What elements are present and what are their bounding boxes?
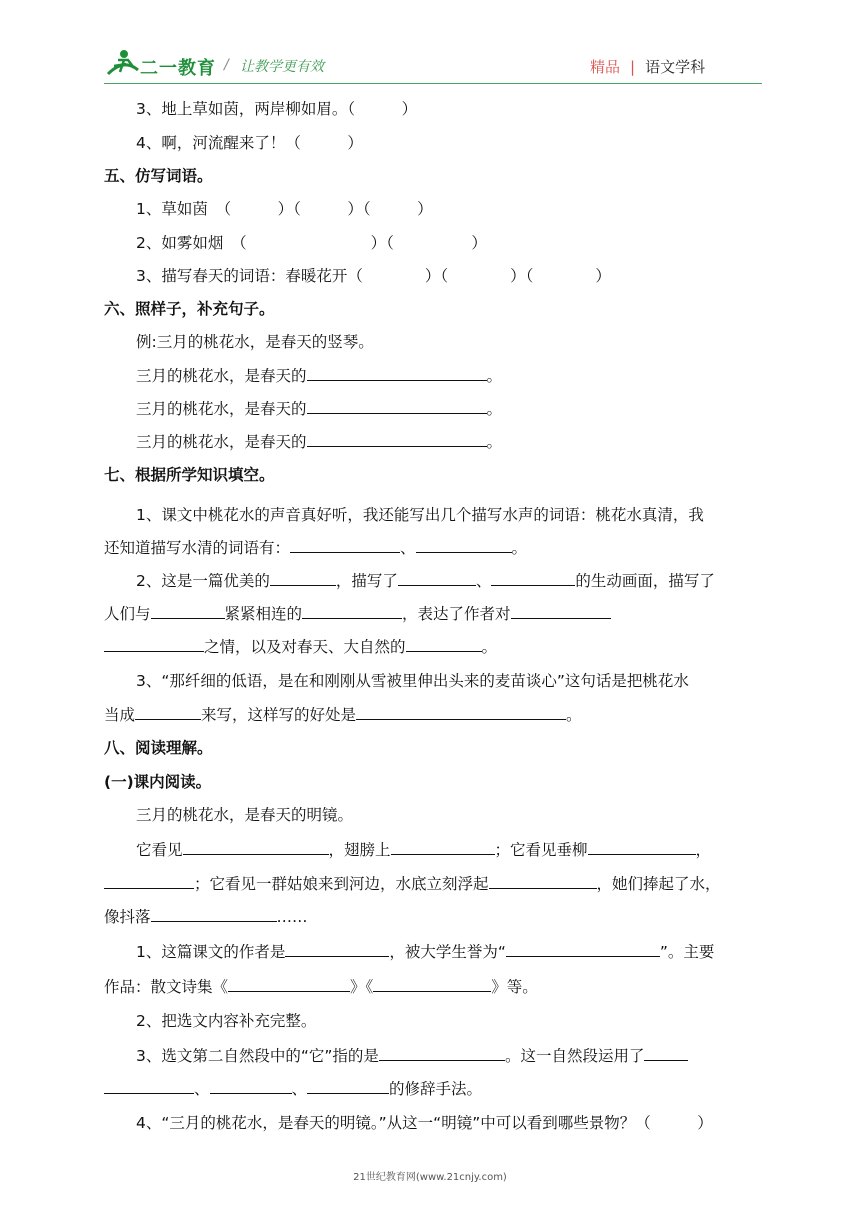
answer-blank[interactable] [406, 635, 482, 652]
logo-text: 二一教育 [140, 58, 216, 79]
q7-1-line1: 1、课文中桃花水的声音真好听，我还能写出几个描写水声的词语：桃花水真清，我 [136, 506, 704, 524]
answer-blank[interactable] [416, 536, 512, 553]
answer-blank[interactable] [183, 838, 329, 855]
q5-1: 1、草如茵 （ ）（ ）（ ） [136, 200, 433, 218]
slogan-divider: / [224, 57, 229, 73]
passage-line4: 像抖落 …… [104, 904, 308, 930]
page-footer: 21世纪教育网(www.21cnjy.com) [353, 1172, 507, 1183]
q8-2: 2、把选文内容补充完整。 [136, 1012, 317, 1030]
answer-blank[interactable] [210, 1077, 292, 1094]
q4-3: 3、地上草如茵，两岸柳如眉。（ ） [136, 100, 418, 118]
q7-2-line1: 2、这是一篇优美的 ，描写了 、 的生动画面，描写了 [136, 568, 715, 594]
answer-blank[interactable] [379, 1044, 505, 1061]
passage-line1: 三月的桃花水，是春天的明镜。 [136, 806, 354, 824]
answer-blank[interactable] [270, 569, 336, 586]
answer-blank[interactable] [307, 1077, 389, 1094]
answer-blank[interactable] [285, 940, 389, 957]
page-header [0, 0, 860, 90]
answer-blank[interactable] [506, 940, 660, 957]
answer-blank[interactable] [398, 569, 476, 586]
answer-blank[interactable] [588, 838, 696, 855]
answer-blank[interactable] [228, 975, 350, 992]
answer-blank[interactable] [307, 397, 487, 414]
answer-blank[interactable] [290, 536, 400, 553]
section-8-title: 八、阅读理解。 [104, 739, 213, 757]
q6-1: 三月的桃花水，是春天的 。 [136, 363, 502, 389]
section-5-title: 五、仿写词语。 [104, 167, 213, 185]
q8-4: 4、“三月的桃花水，是春天的明镜。”从这一“明镜”中可以看到哪些景物？（ ） [136, 1114, 713, 1132]
q7-1-line2: 还知道描写水清的词语有： 、 。 [104, 535, 527, 561]
answer-blank[interactable] [307, 430, 487, 447]
q5-2: 2、如雾如烟 （ ）（ ） [136, 234, 487, 252]
q8-1-line2: 作品：散文诗集《 》《 》等。 [104, 974, 538, 1000]
answer-blank[interactable] [391, 838, 495, 855]
header-rule [104, 83, 762, 84]
q5-3: 3、描写春天的词语：春暖花开（ ）（ ）（ ） [136, 267, 611, 285]
header-separator: | [630, 58, 636, 76]
q6-3: 三月的桃花水，是春天的 。 [136, 429, 502, 455]
answer-blank[interactable] [489, 872, 597, 889]
answer-blank[interactable] [104, 872, 194, 889]
q6-example: 例:三月的桃花水，是春天的竖琴。 [136, 333, 374, 351]
answer-blank[interactable] [151, 602, 225, 619]
q7-2-line3: 之情，以及对春天、大自然的 。 [104, 634, 497, 660]
answer-blank[interactable] [491, 569, 575, 586]
q8-3-line2: 、 、 的修辞手法。 [104, 1076, 482, 1102]
answer-blank[interactable] [356, 703, 566, 720]
section-6-title: 六、照样子，补充句子。 [104, 300, 275, 318]
q7-2-line2: 人们与 紧紧相连的 ，表达了作者对 [104, 601, 611, 627]
answer-blank[interactable] [511, 602, 611, 619]
answer-blank[interactable] [104, 1077, 194, 1094]
q8-3-line1: 3、选文第二自然段中的“它”指的是 。这一自然段运用了 [136, 1043, 688, 1069]
answer-blank[interactable] [135, 703, 201, 720]
q6-2: 三月的桃花水，是春天的 。 [136, 396, 502, 422]
answer-blank[interactable] [151, 905, 277, 922]
premium-badge: 精品 [590, 58, 621, 76]
passage-line3: ；它看见一群姑娘来到河边，水底立刻浮起 ，她们捧起了水， [104, 871, 721, 897]
answer-blank[interactable] [373, 975, 491, 992]
answer-blank[interactable] [644, 1044, 688, 1061]
q4-4: 4、啊，河流醒来了！（ ） [136, 134, 363, 152]
passage-line2: 它看见 ，翅膀上 ；它看见垂柳 ， [136, 837, 711, 863]
subject-label: 语文学科 [645, 58, 706, 76]
answer-blank[interactable] [307, 364, 487, 381]
answer-blank[interactable] [302, 602, 402, 619]
reading-subtitle: (一)课内阅读。 [104, 773, 212, 791]
q7-3-line2: 当成 来写，这样写的好处是 。 [104, 702, 582, 728]
q7-3-line1: 3、“那纤细的低语，是在和刚刚从雪被里伸出头来的麦苗谈心”这句话是把桃花水 [136, 672, 689, 690]
q8-1-line1: 1、这篇课文的作者是 ，被大学生誉为“ ”。主要 [136, 939, 714, 965]
header-right [590, 56, 705, 77]
answer-blank[interactable] [104, 635, 204, 652]
section-7-title: 七、根据所学知识填空。 [104, 466, 275, 484]
slogan: 让教学更有效 [240, 59, 324, 75]
